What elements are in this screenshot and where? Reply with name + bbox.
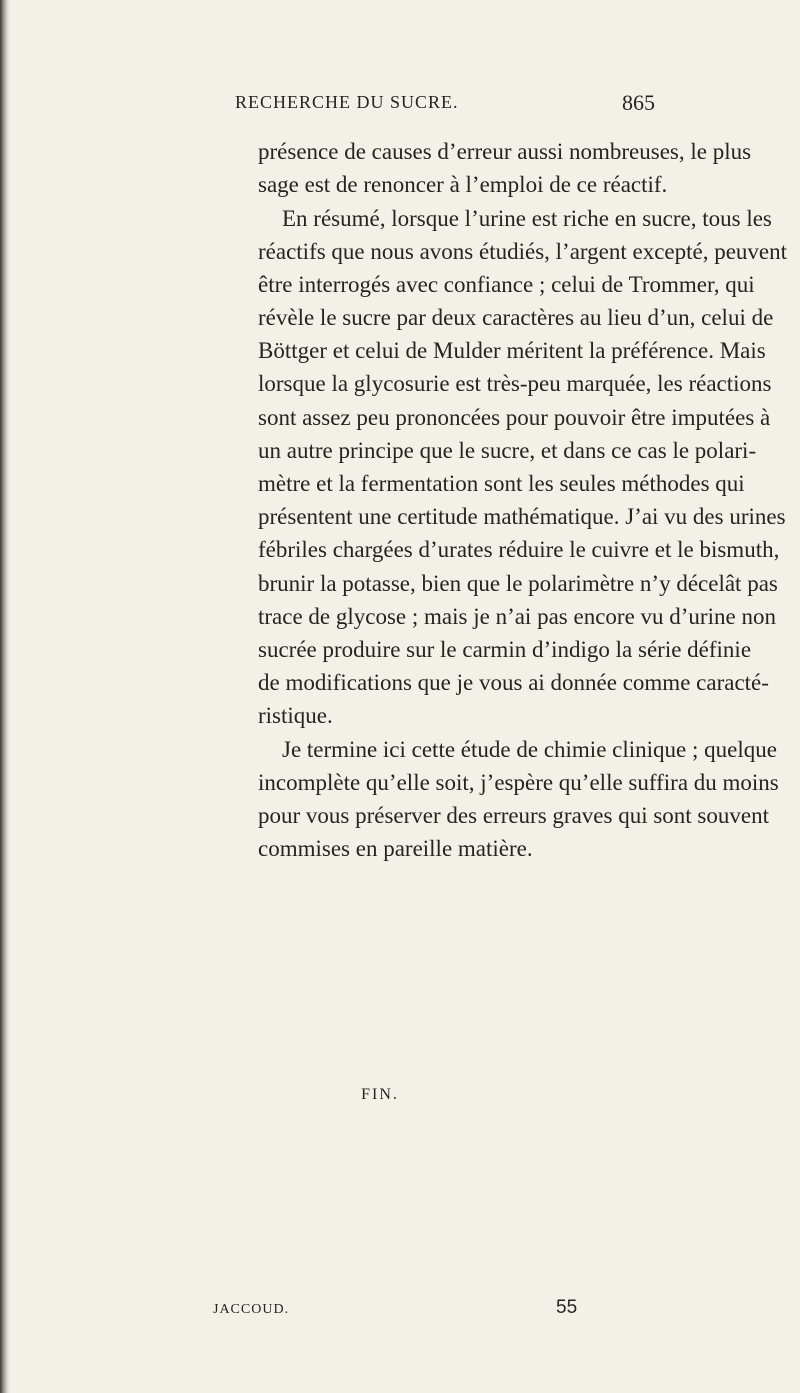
text-line: sage est de renoncer à l’emploi de ce réactif. <box>258 172 668 197</box>
text-line: lorsque la glycosurie est très-peu marquée, les réactions <box>258 371 772 396</box>
text-line: pour vous préserver des erreurs graves qui sont souvent <box>258 803 769 828</box>
text-line: En résumé, lorsque l’urine est riche en sucre, tous les <box>282 206 772 231</box>
text-line: mètre et la fermentation sont les seules méthodes qui <box>258 471 745 496</box>
text-line: Böttger et celui de Mulder méritent la préférence. Mais <box>258 338 766 363</box>
closing-fin: FIN. <box>361 1086 399 1103</box>
running-title: RECHERCHE DU SUCRE. <box>235 92 459 112</box>
page-number: 55 <box>556 1297 578 1318</box>
signature-mark: JACCOUD. <box>213 1302 290 1317</box>
text-line: ristique. <box>258 703 333 728</box>
text-line: brunir la potasse, bien que le polarimètre n’y décelât pas <box>258 571 778 596</box>
text-line: sucrée produire sur le carmin d’indigo la série définie <box>258 637 752 662</box>
text-line: présence de causes d’erreur aussi nombreuses, le plus <box>258 139 752 164</box>
folio: 865 <box>622 90 655 115</box>
text-line: de modifications que je vous ai donnée comme caracté- <box>258 670 769 695</box>
text-line: présentent une certitude mathématique. J’ai vu des urines <box>258 504 786 529</box>
text-line: trace de glycose ; mais je n’ai pas encore vu d’urine non <box>258 604 776 629</box>
text-line: Je termine ici cette étude de chimie clinique ; quelque <box>282 737 777 762</box>
text-line: être interrogés avec confiance ; celui de Trommer, qui <box>258 272 755 297</box>
text-line: réactifs que nous avons étudiés, l’argent excepté, peuvent <box>258 239 788 264</box>
text-line: commises en pareille matière. <box>258 836 533 861</box>
text-line: révèle le sucre par deux caractères au lieu d’un, celui de <box>258 305 774 330</box>
text-line: sont assez peu prononcées pour pouvoir être imputées à <box>258 405 771 430</box>
text-line: fébriles chargées d’urates réduire le cuivre et le bismuth, <box>258 537 780 562</box>
text-line: un autre principe que le sucre, et dans ce cas le polari- <box>258 438 757 463</box>
text-line: incomplète qu’elle soit, j’espère qu’elle suffira du moins <box>258 770 779 795</box>
